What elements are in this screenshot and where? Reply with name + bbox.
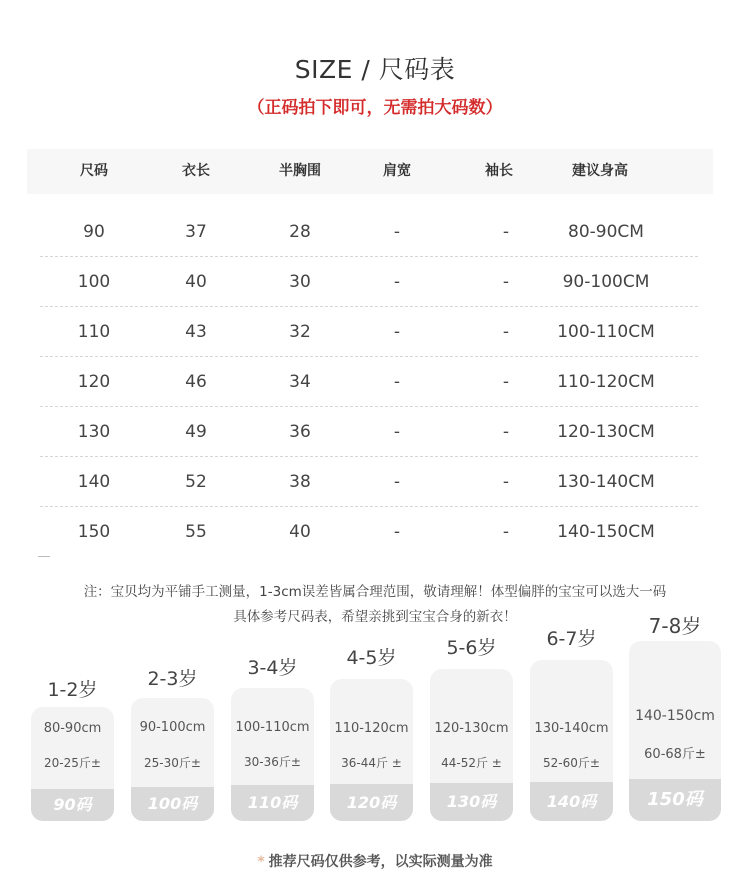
size-code: 150码 [629, 779, 721, 821]
header-shoulder: 肩宽 [383, 163, 411, 179]
height-range: 120-130cm [434, 721, 509, 736]
age-card-5-6 [430, 633, 513, 821]
cell-shoulder: - [393, 522, 401, 542]
weight-range: 44-52斤 ± [441, 756, 502, 770]
header-length: 衣长 [182, 163, 210, 179]
cell-size: 110 [77, 322, 111, 342]
cell-height: 130-140CM [557, 472, 655, 492]
cell-length: 40 [185, 272, 207, 292]
cell-sleeve: - [502, 422, 510, 442]
cell-height: 90-100CM [562, 272, 650, 292]
table-row [40, 457, 698, 507]
cell-shoulder: - [393, 372, 401, 392]
cell-size: 140 [77, 472, 111, 492]
cell-sleeve: - [502, 472, 510, 492]
table-row [40, 207, 698, 257]
footer-note [0, 851, 750, 871]
header-half-chest: 半胸围 [279, 163, 321, 179]
weight-range: 52-60斤± [543, 756, 600, 770]
cell-shoulder: - [393, 222, 401, 242]
cell-sleeve: - [502, 222, 510, 242]
cell-size: 130 [77, 422, 111, 442]
height-range: 130-140cm [534, 721, 609, 736]
header-height: 建议身高 [572, 163, 628, 179]
table-row [40, 257, 698, 307]
age-label: 7-8岁 [648, 614, 702, 638]
cell-length: 43 [185, 322, 207, 342]
cell-shoulder: - [393, 422, 401, 442]
measurement-note-line2: 具体参考尺码表，希望亲挑到宝宝合身的新衣！ [233, 609, 517, 625]
cell-sleeve: - [502, 372, 510, 392]
cell-sleeve: - [502, 272, 510, 292]
card-body [530, 660, 613, 821]
size-code: 130码 [430, 783, 513, 821]
age-card-4-5 [330, 643, 413, 821]
card-body [231, 688, 314, 821]
height-range: 140-150cm [635, 708, 715, 724]
cell-height: 100-110CM [557, 322, 655, 342]
size-code: 90码 [31, 789, 114, 821]
card-body [330, 679, 413, 821]
table-row [40, 407, 698, 457]
weight-range: 25-30斤± [144, 756, 201, 770]
age-label: 4-5岁 [346, 647, 397, 669]
table-row [40, 507, 698, 557]
measurement-note-line1: 注：宝贝均为平铺手工测量，1-3cm误差皆属合理范围，敬请理解！体型偏胖的宝宝可以选大一码 [83, 584, 667, 600]
cell-height: 80-90CM [568, 222, 644, 242]
height-range: 90-100cm [139, 720, 206, 735]
age-label: 6-7岁 [546, 628, 597, 650]
card-body [430, 669, 513, 821]
cell-size: 120 [77, 372, 111, 392]
cell-length: 52 [185, 472, 207, 492]
cell-sleeve: - [502, 522, 510, 542]
cell-height: 140-150CM [557, 522, 655, 542]
weight-range: 60-68斤± [644, 747, 706, 762]
cell-height: 110-120CM [557, 372, 655, 392]
age-label: 5-6岁 [446, 637, 497, 659]
table-row [40, 307, 698, 357]
age-card-3-4 [231, 653, 314, 821]
age-card-7-8 [629, 608, 721, 821]
cell-length: 37 [185, 222, 207, 242]
cell-half-chest: 40 [289, 522, 311, 542]
table-end-mark [38, 556, 50, 557]
height-range: 80-90cm [43, 721, 102, 736]
age-card-6-7 [530, 624, 613, 821]
height-range: 100-110cm [235, 720, 310, 735]
header-sleeve: 袖长 [485, 163, 513, 179]
height-range: 110-120cm [334, 721, 409, 736]
weight-range: 36-44斤 ± [341, 756, 402, 770]
cell-shoulder: - [393, 272, 401, 292]
age-card-1-2 [31, 675, 114, 821]
cell-shoulder: - [393, 322, 401, 342]
cell-sleeve: - [502, 322, 510, 342]
cell-size: 100 [77, 272, 111, 292]
size-code: 120码 [330, 784, 413, 821]
table-row [40, 357, 698, 407]
cell-size: 150 [77, 522, 111, 542]
age-label: 2-3岁 [147, 668, 198, 690]
cell-half-chest: 38 [289, 472, 311, 492]
card-body [131, 698, 214, 821]
cell-half-chest: 34 [289, 372, 311, 392]
age-card-2-3 [131, 664, 214, 821]
card-body [31, 707, 114, 821]
age-label: 3-4岁 [247, 657, 298, 679]
card-body [629, 641, 721, 821]
cell-half-chest: 28 [289, 222, 311, 242]
age-label: 1-2岁 [47, 679, 98, 701]
weight-range: 20-25斤± [44, 756, 101, 770]
header-size: 尺码 [80, 163, 108, 179]
cell-length: 49 [185, 422, 207, 442]
cell-shoulder: - [393, 472, 401, 492]
size-code: 100码 [131, 787, 214, 821]
size-table-body [40, 207, 698, 557]
cell-length: 55 [185, 522, 207, 542]
size-code: 140码 [530, 782, 613, 821]
page-subtitle: （正码拍下即可，无需拍大码数） [247, 98, 503, 118]
cell-length: 46 [185, 372, 207, 392]
cell-half-chest: 36 [289, 422, 311, 442]
asterisk-mark: * [257, 854, 265, 870]
cell-size: 90 [83, 222, 105, 242]
size-code: 110码 [231, 785, 314, 821]
footer-text: 推荐尺码仅供参考，以实际测量为准 [268, 854, 493, 870]
size-table-header [27, 149, 713, 194]
cell-half-chest: 32 [289, 322, 311, 342]
cell-half-chest: 30 [289, 272, 311, 292]
cell-height: 120-130CM [557, 422, 655, 442]
weight-range: 30-36斤± [244, 755, 301, 769]
page-title: SIZE / 尺码表 [294, 55, 456, 84]
